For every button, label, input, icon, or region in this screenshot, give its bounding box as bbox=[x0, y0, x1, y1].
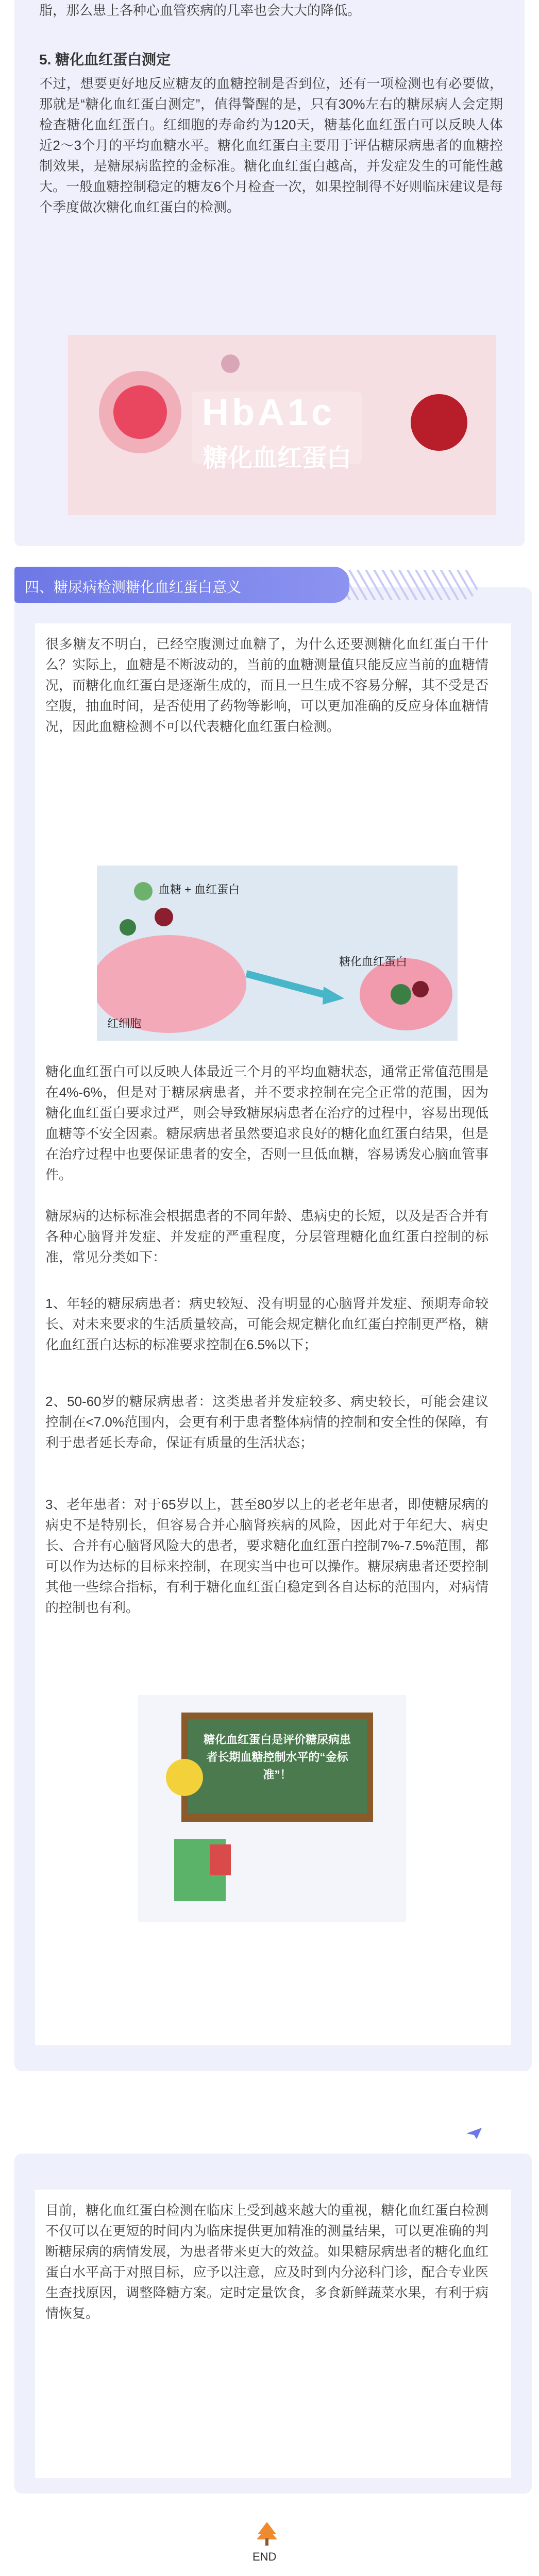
paper-plane-icon bbox=[466, 2128, 482, 2142]
section-heading: 5. 糖化血红蛋白测定 bbox=[39, 52, 171, 67]
paragraph: 目前，糖化血红蛋白检测在临床上受到越来越大的重视，糖化血红蛋白检测不仅可以在更短的时间内为临床提供更加精准的测量结果，可以更准确的判断糖尿病的病情发展，为患者带来更大的效益。如果糖尿病患者的糖化血红蛋白水平高于对照目标，应予以注意，应及时到内分泌科门诊，配合专业医生查找原因，调整降糖方案。定时定量饮食，多食新鲜蔬菜水果，有利于病情恢复。 bbox=[45, 2202, 489, 2321]
diagram-label: 血糖 + 血红蛋白 bbox=[159, 883, 240, 896]
paragraph: 糖化血红蛋白可以反映人体最近三个月的平均血糖状态，通常正常值范围是在4%-6%，但是对于糖尿病患者，并不要求控制在完全正常的范围，因为糖化血红蛋白要求过严，则会导致糖尿病患者在治疗的过程中，容易出现低血糖等不安全因素。糖尿病患者虽然要追求良好的糖化血红蛋白结果，但是在治疗过程中也要保证患者的安全，否则一旦低血糖，容易诱发心脑血管事件。 bbox=[45, 1064, 489, 1182]
section-card-1 bbox=[14, 0, 525, 546]
banner-title: HbA1c bbox=[202, 392, 335, 433]
hemoglobin-diagram-image bbox=[97, 866, 458, 1041]
diagram-label: 红细胞 bbox=[107, 1017, 142, 1030]
paragraph: 2、50-60岁的糖尿病患者：这类患者并发症较多、病史较长，可能会建议控制在<7.0%范围内，会更有利于患者整体病情的控制和安全性的保障，有利于患者延长寿命，保证有质量的生活状态； bbox=[45, 1394, 489, 1450]
paragraph: 糖尿病的达标标准会根据患者的不同年龄、患病史的长短，以及是否合并有各种心脑肾并发症、并发症的严重程度，分层管理糖化血红蛋白控制的标准，常见分类如下： bbox=[45, 1208, 489, 1265]
diagram-label: 糖化血红蛋白 bbox=[339, 955, 408, 968]
end-label: END bbox=[252, 2550, 277, 2563]
paragraph: 不过，想要更好地反应糖友的血糖控制是否到位，还有一项检测也有必要做，那就是“糖化血红蛋白测定”，值得警醒的是，只有30%左右的糖尿病人会定期检查糖化血红蛋白。红细胞的寿命约为120天，糖基化血红蛋白可以反映人体近2～3个月的平均血糖水平。糖化血红蛋白主要用于评估糖尿病患者的血糖控制效果，是糖尿病监控的金标准。糖化血红蛋白越高，并发症发生的可能性越大。一般血糖控制稳定的糖友6个月检查一次，如果控制得不好则临床建议是每个季度做次糖化血红蛋白的检测。 bbox=[39, 76, 503, 215]
paragraph: 3、老年患者：对于65岁以上，甚至80岁以上的老老年患者，即使糖尿病的病史不是特别长，但容易合并心脑肾疾病的风险，因此对于年纪大、病史长、合并有心脑肾风险大的患者，要求糖化血红蛋白控制7%-7.5%范围，都可以作为达标的目标来控制，在现实当中也可以操作。糖尿病患者还要控制其他一些综合指标，有利于糖化血红蛋白稳定到各自达标的范围内，对病情的控制也有利。 bbox=[45, 1497, 489, 1615]
tree-icon bbox=[257, 2522, 277, 2549]
section-content bbox=[35, 2190, 511, 2478]
banner-subtitle: 糖化血红蛋白 bbox=[203, 445, 352, 472]
section-header-label: 四、糖尿病检测糖化血红蛋白意义 bbox=[25, 579, 242, 595]
paragraph: 很多糖友不明白，已经空腹测过血糖了，为什么还要测糖化血红蛋白干什么？实际上，血糖是不断波动的，当前的血糖测量值只能反应当前的血糖情况，而糖化血红蛋白是逐渐生成的，而且一旦生成不容易分解，其不受是否空腹，抽血时间，是否使用了药物等影响，可以更加准确的反应身体血糖情况，因此血糖检测不可以代表糖化血红蛋白检测。 bbox=[45, 636, 489, 734]
section-header bbox=[14, 567, 349, 603]
hba1c-banner-image bbox=[68, 335, 496, 515]
paragraph: 1、年轻的糖尿病患者：病史较短、没有明显的心脑肾并发症、预期寿命较长、对未来要求的生活质量较高，可能会规定糖化血红蛋白控制更严格，糖化血红蛋白达标的标准要求控制在6.5%以下； bbox=[45, 1296, 489, 1352]
section-card-2 bbox=[14, 567, 532, 2071]
chalkboard-text: 糖化血红蛋白是评价糖尿病患者长期血糖控制水平的“金标准”！ bbox=[203, 1733, 351, 1781]
paragraph: 脂，那么患上各种心血管疾病的几率也会大大的降低。 bbox=[39, 3, 361, 18]
chalkboard-image bbox=[138, 1695, 406, 1922]
section-content bbox=[35, 623, 511, 2045]
